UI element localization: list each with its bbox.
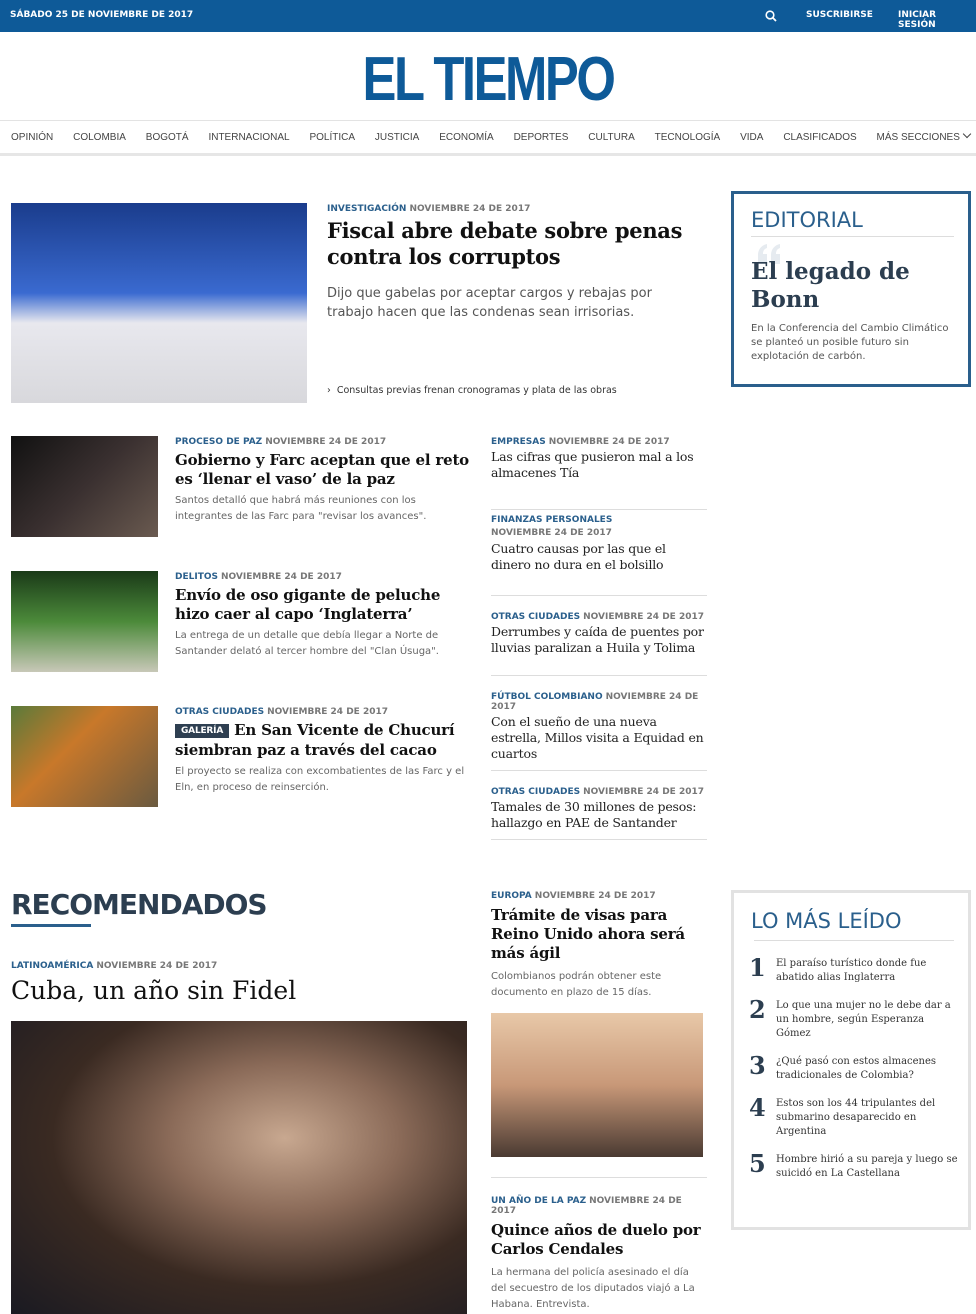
section-label[interactable]: INVESTIGACIÓN xyxy=(327,204,407,214)
most-read-entry[interactable] xyxy=(749,1151,959,1181)
nav-justicia[interactable]: JUSTICIA xyxy=(374,131,420,143)
story xyxy=(175,572,470,660)
story-title[interactable]: Las cifras que pusieron mal a los almacenes Tía xyxy=(491,449,694,480)
most-read-heading: LO MÁS LEÍDO xyxy=(751,909,902,933)
section-label[interactable]: EMPRESAS xyxy=(491,437,546,447)
story-image[interactable] xyxy=(11,436,158,537)
nav-mas-secciones[interactable]: MÁS SECCIONES xyxy=(876,132,960,143)
story xyxy=(491,891,707,1001)
nav-colombia[interactable]: COLOMBIA xyxy=(73,131,126,143)
story xyxy=(175,707,470,796)
editorial-summary: En la Conferencia del Cambio Climático se planteó un posible futuro sin explotación de carbón. xyxy=(751,323,949,362)
rank-number: 2 xyxy=(749,995,766,1024)
section-heading: RECOMENDADOS xyxy=(11,888,267,921)
rec-column xyxy=(491,891,707,1313)
most-read-list xyxy=(749,955,959,1193)
nav-internacional[interactable]: INTERNACIONAL xyxy=(208,131,290,143)
most-read-entry[interactable] xyxy=(749,955,959,985)
story xyxy=(491,770,707,840)
date-label: NOVIEMBRE 24 DE 2017 xyxy=(96,961,218,971)
most-read-item[interactable]: ¿Qué pasó con estos almacenes tradicionales de Colombia? xyxy=(776,1056,937,1081)
nav-economia[interactable]: ECONOMÍA xyxy=(439,131,494,143)
lead-title[interactable]: Fiscal abre debate sobre penas contra los corruptos xyxy=(327,218,683,269)
date-label: NOVIEMBRE 24 DE 2017 xyxy=(491,528,612,538)
story xyxy=(491,1177,707,1313)
rank-number: 3 xyxy=(749,1051,766,1080)
story-title[interactable] xyxy=(175,721,470,760)
nav-cultura[interactable]: CULTURA xyxy=(588,131,635,143)
most-read-box xyxy=(731,890,971,1230)
story-title[interactable]: Envío de oso gigante de peluche hizo caer al capo ‘Inglaterra’ xyxy=(175,586,441,623)
date-label: NOVIEMBRE 24 DE 2017 xyxy=(267,707,388,717)
section-label[interactable]: EUROPA xyxy=(491,891,532,901)
story-title[interactable]: Con el sueño de una nueva estrella, Millos visita a Equidad en cuartos xyxy=(491,714,704,761)
subscribe-link[interactable]: SUSCRIBIRSE xyxy=(806,10,873,20)
date-label: NOVIEMBRE 24 DE 2017 xyxy=(491,1196,682,1216)
most-read-item[interactable]: Estos son los 44 tripulantes del submarino desaparecido en Argentina xyxy=(776,1098,936,1137)
story-title[interactable]: Trámite de visas para Reino Unido ahora será más ágil xyxy=(491,906,685,962)
most-read-item[interactable]: Hombre hirió a su pareja y luego se suicidó en La Castellana xyxy=(776,1154,958,1179)
rank-number: 1 xyxy=(749,953,766,982)
lead-story xyxy=(327,204,702,400)
most-read-entry[interactable] xyxy=(749,997,959,1041)
section-label[interactable]: OTRAS CIUDADES xyxy=(175,707,265,717)
date-label: NOVIEMBRE 24 DE 2017 xyxy=(220,572,342,582)
feature-image[interactable] xyxy=(11,1021,467,1314)
most-read-item[interactable]: El paraíso turístico donde fue abatido alias Inglaterra xyxy=(776,958,927,983)
date-label: NOVIEMBRE 24 DE 2017 xyxy=(583,787,704,797)
date-label: NOVIEMBRE 24 DE 2017 xyxy=(583,612,704,622)
story xyxy=(491,437,707,509)
section-label[interactable]: OTRAS CIUDADES xyxy=(491,787,581,797)
section-label[interactable]: OTRAS CIUDADES xyxy=(491,612,581,622)
story xyxy=(491,509,707,595)
section-label[interactable]: FINANZAS PERSONALES xyxy=(491,515,613,525)
date-label: NOVIEMBRE 24 DE 2017 xyxy=(409,204,531,214)
section-label[interactable]: PROCESO DE PAZ xyxy=(175,437,263,447)
story-summary: Santos detalló que habrá más reuniones con los integrantes de las Farc para "revisar los avances". xyxy=(175,495,427,522)
nav-tecnologia[interactable]: TECNOLOGÍA xyxy=(654,131,721,143)
search-icon[interactable] xyxy=(765,10,777,22)
chevron-down-icon[interactable] xyxy=(963,130,971,138)
nav-politica[interactable]: POLÍTICA xyxy=(309,131,356,143)
date-label: NOVIEMBRE 24 DE 2017 xyxy=(491,692,699,712)
main-nav xyxy=(0,120,976,156)
feature-title[interactable]: Cuba, un año sin Fidel xyxy=(11,976,297,1005)
nav-clasificados[interactable]: CLASIFICADOS xyxy=(783,131,857,143)
story-title-text: En San Vicente de Chucurí siembran paz a través del cacao xyxy=(175,721,455,759)
heading-underline xyxy=(11,924,91,927)
top-bar xyxy=(0,0,976,32)
date-label: NOVIEMBRE 24 DE 2017 xyxy=(534,891,656,901)
section-label[interactable]: FÚTBOL COLOMBIANO xyxy=(491,692,603,702)
nav-deportes[interactable]: DEPORTES xyxy=(513,131,569,143)
story-image[interactable] xyxy=(11,571,158,672)
editorial-title[interactable]: El legado de Bonn xyxy=(751,258,910,313)
section-label[interactable]: DELITOS xyxy=(175,572,218,582)
story-summary: La entrega de un detalle que debía llegar a Norte de Santander delató al tercer hombre del "Clan Úsuga". xyxy=(175,630,439,657)
rank-number: 5 xyxy=(749,1149,766,1178)
editorial-box xyxy=(731,191,971,387)
story-list xyxy=(491,437,707,840)
most-read-item[interactable]: Lo que una mujer no le debe dar a un hombre, según Esperanza Gómez xyxy=(776,1000,951,1039)
story-summary: El proyecto se realiza con excombatientes de las Farc y el Eln, en proceso de reinserción. xyxy=(175,766,465,793)
story-summary: Colombianos podrán obtener este documento en plazo de 15 días. xyxy=(491,971,662,998)
rank-number: 4 xyxy=(749,1093,766,1122)
most-read-entry[interactable] xyxy=(749,1095,959,1139)
lead-summary: Dijo que gabelas por aceptar cargos y rebajas por trabajo hacen que las condenas sean irrisorias. xyxy=(327,286,652,320)
gallery-badge: GALERÍA xyxy=(175,724,229,738)
logo[interactable]: EL TIEMPO xyxy=(362,45,614,114)
related-link-text: Consultas previas frenan cronogramas y plata de las obras xyxy=(336,385,617,396)
nav-opinion[interactable]: OPINIÓN xyxy=(11,131,54,143)
story-title[interactable]: Tamales de 30 millones de pesos: hallazgo en PAE de Santander xyxy=(491,799,697,830)
story-image[interactable] xyxy=(491,1013,703,1157)
story xyxy=(175,437,470,525)
story xyxy=(491,595,707,675)
date-label: NOVIEMBRE 24 DE 2017 xyxy=(265,437,387,447)
story-title[interactable]: Gobierno y Farc aceptan que el reto es ‘llenar el vaso’ de la paz xyxy=(175,451,469,488)
nav-vida[interactable]: VIDA xyxy=(740,131,764,143)
section-label[interactable]: UN AÑO DE LA PAZ xyxy=(491,1196,587,1206)
story-title[interactable]: Derrumbes y caída de puentes por lluvias paralizan a Huila y Tolima xyxy=(491,624,704,655)
login-link[interactable]: INICIAR SESIÓN xyxy=(898,10,937,30)
nav-bogota[interactable]: BOGOTÁ xyxy=(145,131,189,143)
date-label: NOVIEMBRE 24 DE 2017 xyxy=(548,437,670,447)
story-summary: La hermana del policía asesinado el día del secuestro de los diputados viajó a La Habana. Entrevista. xyxy=(491,1267,695,1310)
most-read-entry[interactable] xyxy=(749,1053,959,1083)
nav-mas-secciones-item[interactable] xyxy=(877,131,970,143)
chevron-right-icon: › xyxy=(327,385,337,396)
current-date: SÁBADO 25 DE NOVIEMBRE DE 2017 xyxy=(10,10,194,20)
story xyxy=(491,675,707,770)
related-link[interactable] xyxy=(327,385,617,396)
story-title[interactable]: Cuatro causas por las que el dinero no dura en el bolsillo xyxy=(491,541,666,572)
story-title[interactable]: Quince años de duelo por Carlos Cendales xyxy=(491,1221,701,1258)
editorial-label: EDITORIAL xyxy=(751,208,863,232)
story-image[interactable] xyxy=(11,706,158,807)
lead-image[interactable] xyxy=(11,203,307,403)
section-label[interactable]: LATINOAMÉRICA xyxy=(11,961,94,971)
